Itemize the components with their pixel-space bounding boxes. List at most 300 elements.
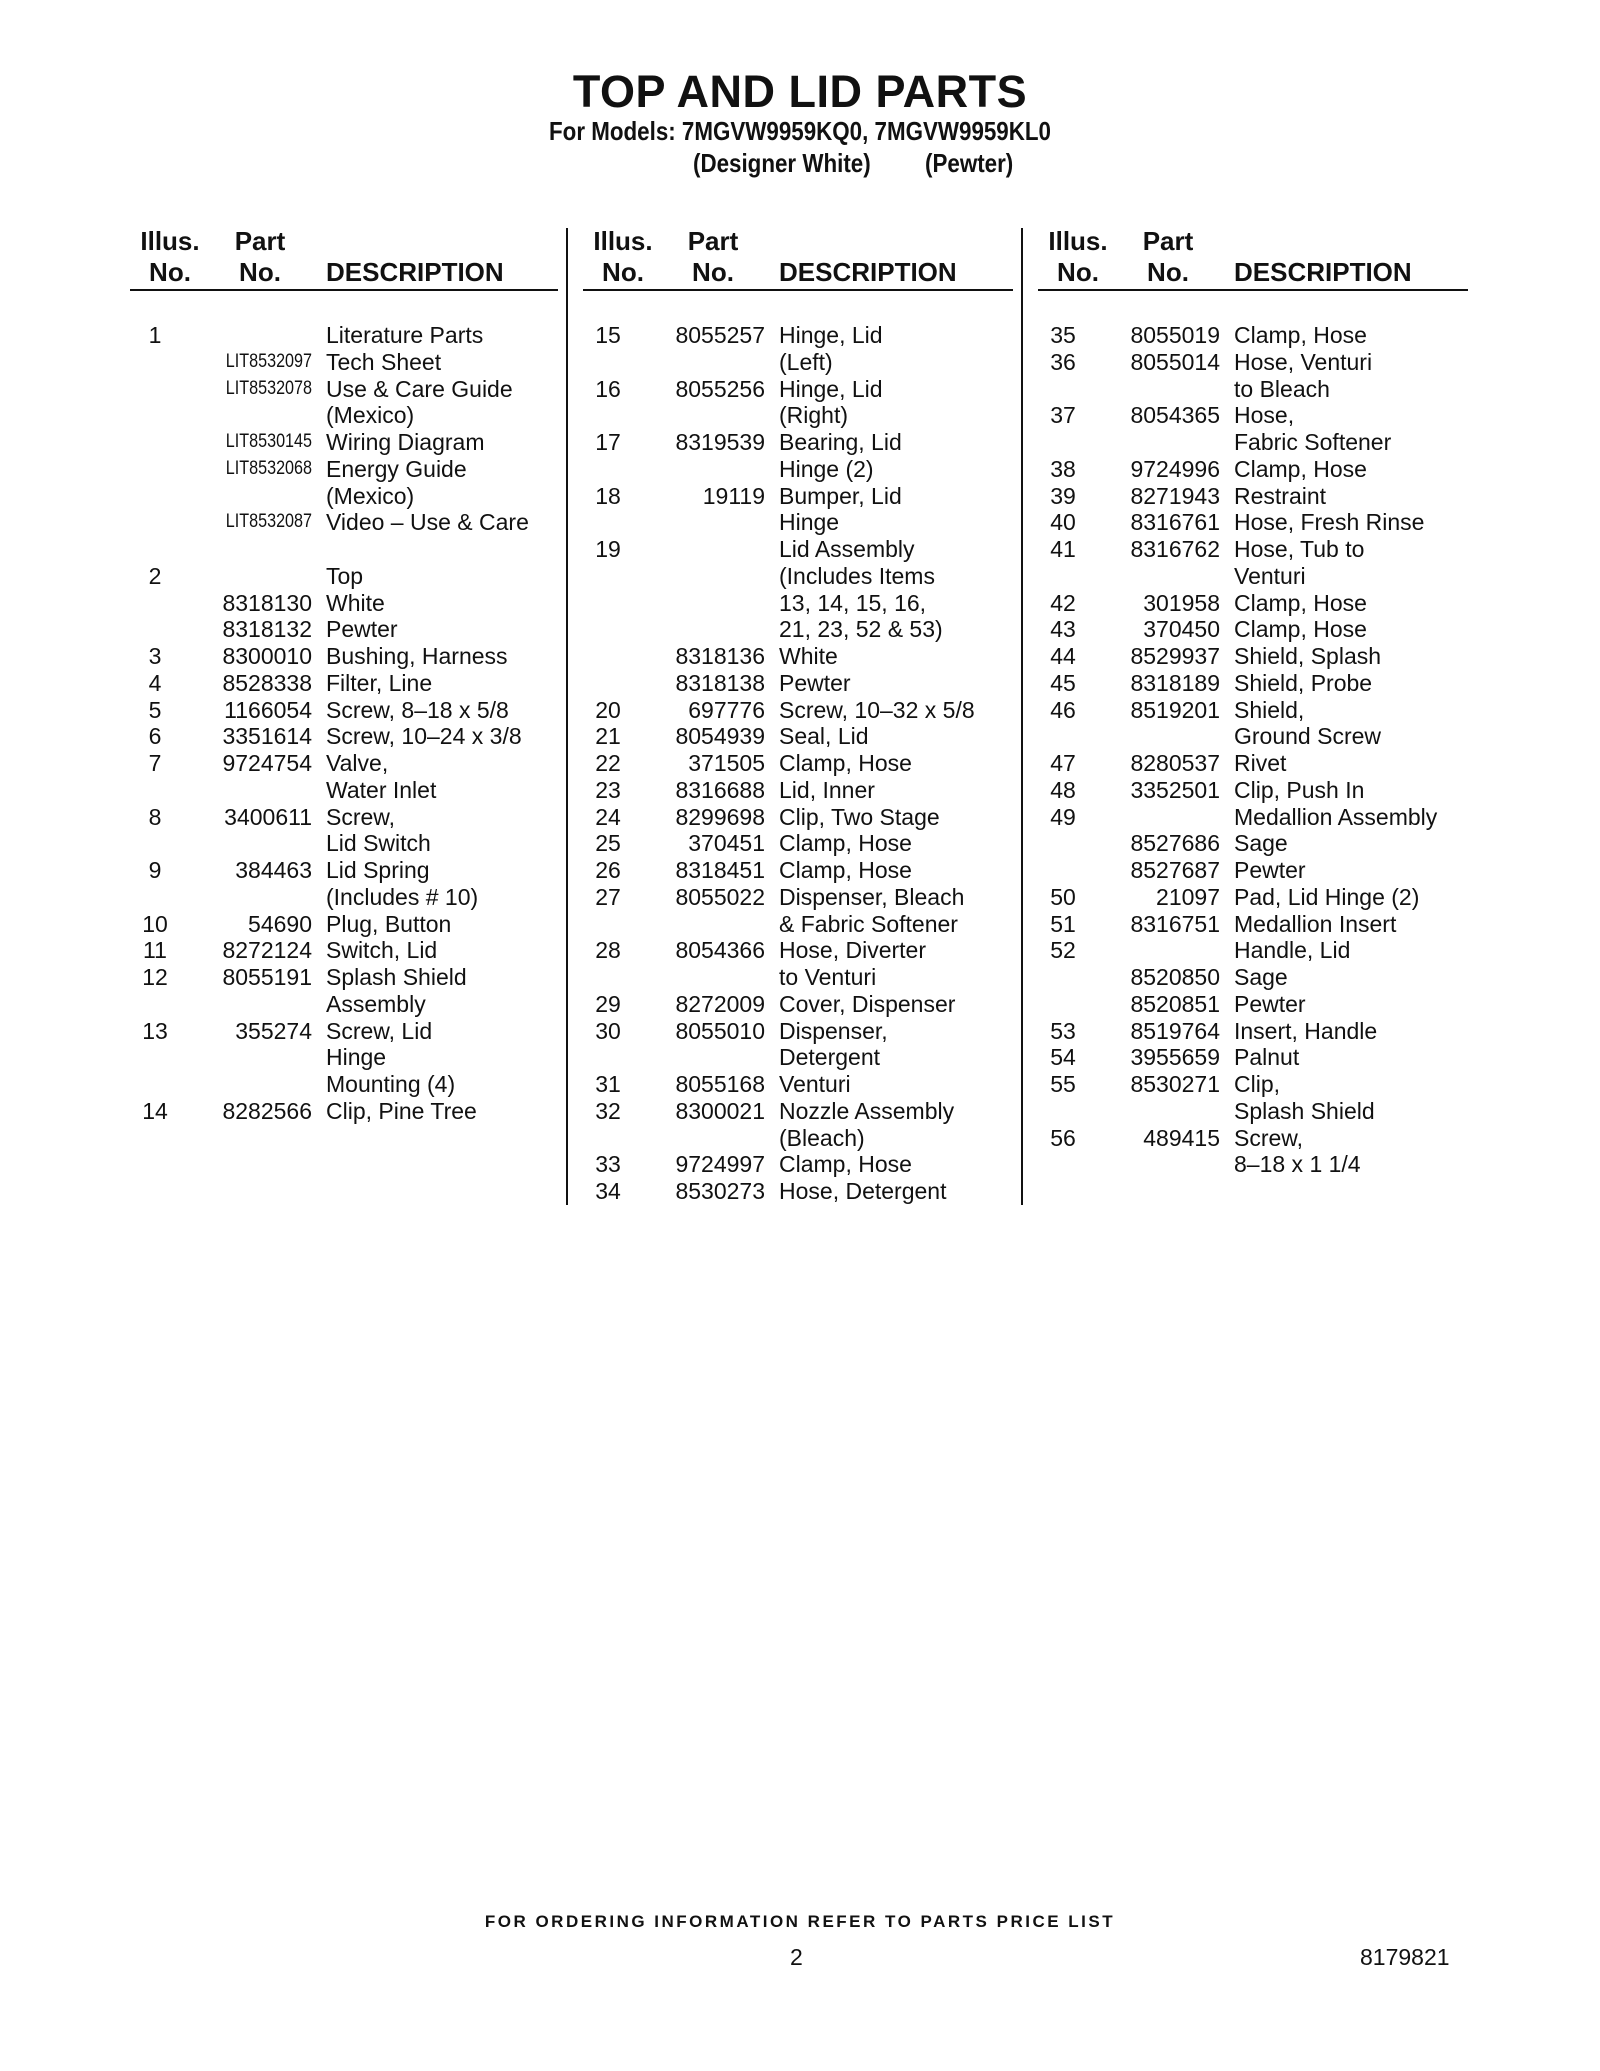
part-number: 8055168 xyxy=(675,1071,765,1097)
part-description: Bumper, Lid xyxy=(779,482,902,509)
part-row xyxy=(130,563,590,590)
part-row xyxy=(1038,964,1498,991)
part-row xyxy=(130,830,590,857)
illus-number: 31 xyxy=(595,1071,621,1097)
illus-number: 12 xyxy=(142,964,168,990)
part-description: & Fabric Softener xyxy=(779,910,958,937)
part-description: Dispenser, Bleach xyxy=(779,883,965,910)
part-description: White xyxy=(779,643,838,669)
part-number: 8527687 xyxy=(1130,857,1220,883)
part-row xyxy=(583,670,1043,697)
illus-number: 33 xyxy=(595,1151,621,1178)
illus-number: 34 xyxy=(595,1178,621,1204)
illus-number: 6 xyxy=(148,723,162,750)
part-row xyxy=(583,349,1043,376)
illus-number: 26 xyxy=(595,857,621,883)
part-row xyxy=(1038,723,1498,750)
part-description: Video – Use & Care xyxy=(326,509,529,536)
part-description: Water Inlet xyxy=(326,776,437,803)
part-description: Literature Parts xyxy=(326,322,484,348)
part-number: 3955659 xyxy=(1130,1044,1220,1071)
part-description: Restraint xyxy=(1234,482,1327,509)
part-row xyxy=(1038,429,1498,456)
illus-number: 22 xyxy=(595,750,621,776)
part-row xyxy=(130,697,590,724)
part-description: Sage xyxy=(1234,964,1288,990)
part-row xyxy=(583,536,1043,563)
illus-number: 44 xyxy=(1050,643,1076,669)
illus-number: 8 xyxy=(148,803,162,830)
part-description: Clamp, Hose xyxy=(1234,616,1367,643)
illus-number: 14 xyxy=(142,1097,168,1124)
part-number: 8299698 xyxy=(675,803,765,830)
part-row xyxy=(130,723,590,750)
illus-number: 1 xyxy=(148,322,162,348)
illus-number: 35 xyxy=(1050,322,1076,348)
header-illus-no: Illus. No. xyxy=(140,226,200,287)
header-rule xyxy=(130,289,558,291)
header-rule xyxy=(1038,289,1468,291)
part-description: Hinge xyxy=(326,1044,387,1071)
part-row xyxy=(1038,590,1498,617)
illus-number: 17 xyxy=(595,429,621,455)
part-number: 301958 xyxy=(1143,589,1220,616)
part-number: 9724754 xyxy=(222,750,312,776)
part-row xyxy=(130,937,590,964)
part-row xyxy=(130,964,590,991)
part-description: Handle, Lid xyxy=(1234,937,1351,964)
part-row xyxy=(583,1044,1043,1071)
part-row xyxy=(130,1071,590,1098)
part-row xyxy=(583,563,1043,590)
part-description: Clamp, Hose xyxy=(779,857,912,883)
header-illus-no: Illus. No. xyxy=(593,226,653,287)
illus-number: 9 xyxy=(148,857,162,883)
part-description: Use & Care Guide xyxy=(326,375,513,402)
part-description: Bushing, Harness xyxy=(326,643,508,669)
part-description: Hinge (2) xyxy=(779,455,874,482)
part-number: 8527686 xyxy=(1130,830,1220,857)
part-description: (Right) xyxy=(779,402,849,429)
part-description: (Includes Items xyxy=(779,562,935,589)
illus-number: 2 xyxy=(148,562,162,589)
part-row xyxy=(1038,777,1498,804)
models-subtitle: For Models: 7MGVW9959KQ0, 7MGVW9959KL0 xyxy=(549,116,1051,146)
illus-number: 51 xyxy=(1050,910,1076,937)
part-description: Hinge xyxy=(779,509,840,536)
part-number: 8318132 xyxy=(222,616,312,643)
part-row xyxy=(130,1018,590,1045)
part-number: 8300021 xyxy=(675,1097,765,1124)
illus-number: 5 xyxy=(148,696,162,723)
illus-number: 42 xyxy=(1050,589,1076,616)
illus-number: 20 xyxy=(595,696,621,723)
part-row xyxy=(583,964,1043,991)
part-row xyxy=(1038,804,1498,831)
part-row xyxy=(1038,830,1498,857)
part-number: LIT8532068 xyxy=(225,457,312,479)
illus-number: 29 xyxy=(595,990,621,1017)
part-description: Hinge, Lid xyxy=(779,322,883,348)
part-description: Cover, Dispenser xyxy=(779,990,956,1017)
part-row xyxy=(583,322,1043,349)
header-illus-no: Illus. No. xyxy=(1048,226,1108,287)
illus-number: 15 xyxy=(595,322,621,348)
part-description: Clip, xyxy=(1234,1071,1281,1097)
part-number: 8529937 xyxy=(1130,643,1220,669)
illus-number: 32 xyxy=(595,1097,621,1124)
part-description: Screw, 10–32 x 5/8 xyxy=(779,696,975,723)
illus-number: 11 xyxy=(143,937,167,964)
part-description: Shield, Probe xyxy=(1234,669,1373,696)
part-number: 371505 xyxy=(688,750,765,776)
part-description: (Includes # 10) xyxy=(326,883,479,910)
part-row xyxy=(1038,1044,1498,1071)
part-number: 8055256 xyxy=(675,375,765,402)
part-description: 8–18 x 1 1/4 xyxy=(1234,1151,1361,1178)
part-row xyxy=(130,322,590,349)
header-part-no: Part No. xyxy=(234,226,286,287)
document-number: 8179821 xyxy=(1360,1944,1450,1970)
part-number: 8530271 xyxy=(1130,1071,1220,1097)
part-row xyxy=(583,830,1043,857)
part-description: Pewter xyxy=(779,669,851,696)
part-description: Dispenser, xyxy=(779,1017,888,1044)
part-number: 8054365 xyxy=(1130,402,1220,429)
part-description: Splash Shield xyxy=(326,964,467,990)
part-description: Pewter xyxy=(1234,990,1306,1017)
part-row xyxy=(130,857,590,884)
parts-list xyxy=(1038,322,1498,1178)
part-row xyxy=(130,429,590,456)
illus-number: 38 xyxy=(1050,455,1076,482)
part-number: LIT8532078 xyxy=(225,377,312,399)
part-row xyxy=(583,777,1043,804)
part-number: 8316688 xyxy=(675,776,765,803)
illus-number: 27 xyxy=(595,883,621,910)
illus-number: 28 xyxy=(595,937,621,964)
part-description: to Venturi xyxy=(779,964,877,990)
illus-number: 25 xyxy=(595,830,621,857)
part-row xyxy=(130,590,590,617)
part-number: LIT8532097 xyxy=(225,350,312,372)
part-number: 3351614 xyxy=(222,723,312,750)
part-row xyxy=(583,857,1043,884)
part-row xyxy=(130,777,590,804)
part-number: 8528338 xyxy=(222,669,312,696)
part-number: 3352501 xyxy=(1130,776,1220,803)
part-row xyxy=(1038,456,1498,483)
part-row xyxy=(130,483,590,510)
part-description: Clamp, Hose xyxy=(779,830,912,857)
part-description: Clamp, Hose xyxy=(779,1151,912,1178)
illus-number: 21 xyxy=(595,723,621,750)
part-row xyxy=(1038,1071,1498,1098)
part-description: Hose, Detergent xyxy=(779,1178,947,1204)
page-title: TOP AND LID PARTS xyxy=(572,66,1028,117)
part-description: Screw, xyxy=(1234,1124,1304,1151)
part-number: 8318136 xyxy=(675,643,765,669)
part-row xyxy=(583,911,1043,938)
part-number: 384463 xyxy=(235,857,312,883)
header-part-no: Part No. xyxy=(1142,226,1194,287)
part-description: Lid Spring xyxy=(326,857,430,883)
part-row xyxy=(130,349,590,376)
part-description: Palnut xyxy=(1234,1044,1300,1071)
part-description: Valve, xyxy=(326,750,389,776)
part-number: 19119 xyxy=(702,482,765,509)
part-number: 8519201 xyxy=(1130,696,1220,723)
part-number: 8055022 xyxy=(675,883,765,910)
header-description: DESCRIPTION xyxy=(326,257,504,287)
part-row xyxy=(1038,376,1498,403)
part-description: Hose, Fresh Rinse xyxy=(1234,509,1425,536)
part-description: Filter, Line xyxy=(326,669,433,696)
part-row xyxy=(130,911,590,938)
part-row xyxy=(1038,670,1498,697)
part-row xyxy=(583,483,1043,510)
part-number: 8055191 xyxy=(222,964,312,990)
illus-number: 36 xyxy=(1050,348,1076,375)
page-number: 2 xyxy=(790,1944,803,1970)
part-row xyxy=(1038,1098,1498,1125)
part-number: LIT8532087 xyxy=(225,511,312,533)
part-description: Venturi xyxy=(1234,562,1306,589)
part-description: Rivet xyxy=(1234,750,1287,776)
part-row xyxy=(130,750,590,777)
part-row xyxy=(1038,536,1498,563)
part-row xyxy=(130,616,590,643)
part-description: 13, 14, 15, 16, xyxy=(779,589,927,616)
part-number: 54690 xyxy=(248,910,312,937)
part-description: Medallion Insert xyxy=(1234,910,1397,937)
part-description: Clip, Pine Tree xyxy=(326,1097,477,1124)
illus-number: 23 xyxy=(595,776,621,803)
part-description: Seal, Lid xyxy=(779,723,869,750)
parts-list xyxy=(583,322,1043,1205)
part-description: Bearing, Lid xyxy=(779,429,902,455)
part-row xyxy=(1038,509,1498,536)
illus-number: 54 xyxy=(1050,1044,1076,1071)
illus-number: 43 xyxy=(1050,616,1076,643)
part-row xyxy=(583,1125,1043,1152)
illus-number: 3 xyxy=(148,643,162,669)
illus-number: 56 xyxy=(1050,1124,1076,1151)
part-description: Clamp, Hose xyxy=(1234,322,1367,348)
ordering-note: FOR ORDERING INFORMATION REFER TO PARTS PRICE LIST xyxy=(484,1912,1116,1931)
part-description: Medallion Assembly xyxy=(1234,803,1438,830)
illus-number: 52 xyxy=(1050,937,1076,964)
illus-number: 4 xyxy=(148,669,162,696)
illus-number: 18 xyxy=(595,482,621,509)
part-description: Venturi xyxy=(779,1071,851,1097)
part-row xyxy=(583,456,1043,483)
part-row xyxy=(1038,884,1498,911)
part-description: (Left) xyxy=(779,348,833,375)
part-description: Sage xyxy=(1234,830,1288,857)
part-number: 8280537 xyxy=(1130,750,1220,776)
part-description: Clip, Push In xyxy=(1234,776,1365,803)
illus-number: 39 xyxy=(1050,482,1076,509)
illus-number: 47 xyxy=(1050,750,1076,776)
illus-number: 13 xyxy=(142,1017,168,1044)
part-number: 8272009 xyxy=(675,990,765,1017)
part-description: Mounting (4) xyxy=(326,1071,456,1097)
variant-designer-white: (Designer White) xyxy=(693,148,871,178)
part-number: 8316761 xyxy=(1130,509,1220,536)
illus-number: 24 xyxy=(595,803,621,830)
part-description: Pad, Lid Hinge (2) xyxy=(1234,883,1420,910)
part-description: Hose, xyxy=(1234,402,1295,429)
part-row xyxy=(583,616,1043,643)
part-row xyxy=(1038,616,1498,643)
part-description: Screw, 10–24 x 3/8 xyxy=(326,723,522,750)
part-description: Top xyxy=(326,562,364,589)
column-divider xyxy=(566,228,568,1205)
part-row xyxy=(1038,1018,1498,1045)
part-number: 1166054 xyxy=(224,696,312,723)
part-description: Shield, xyxy=(1234,696,1305,723)
part-description: Hinge, Lid xyxy=(779,375,883,402)
part-number: 8300010 xyxy=(222,643,312,669)
variant-pewter: (Pewter) xyxy=(925,148,1014,178)
part-description: Screw, xyxy=(326,803,396,830)
part-row xyxy=(1038,911,1498,938)
illus-number: 10 xyxy=(142,910,168,937)
part-description: Switch, Lid xyxy=(326,937,438,964)
part-number: 8318130 xyxy=(222,589,312,616)
part-row xyxy=(130,1098,590,1125)
part-number: 8054366 xyxy=(675,937,765,964)
part-number: 697776 xyxy=(688,696,765,723)
part-row xyxy=(130,643,590,670)
part-row xyxy=(583,376,1043,403)
model-variants xyxy=(693,148,1013,179)
part-description: Insert, Handle xyxy=(1234,1017,1378,1044)
part-number: 8282566 xyxy=(222,1097,312,1124)
part-description: Pewter xyxy=(1234,857,1306,883)
part-description: Wiring Diagram xyxy=(326,429,485,455)
part-number: 8530273 xyxy=(675,1178,765,1204)
part-row xyxy=(130,991,590,1018)
part-description: (Mexico) xyxy=(326,402,415,429)
illus-number: 40 xyxy=(1050,509,1076,536)
part-description: (Mexico) xyxy=(326,482,415,509)
part-row xyxy=(1038,1151,1498,1178)
part-description: (Bleach) xyxy=(779,1124,865,1151)
part-number: 489415 xyxy=(1143,1124,1220,1151)
part-row xyxy=(130,509,590,536)
part-row xyxy=(583,804,1043,831)
illus-number: 45 xyxy=(1050,669,1076,696)
part-row xyxy=(130,670,590,697)
part-row xyxy=(1038,322,1498,349)
part-number: 21097 xyxy=(1156,883,1220,910)
part-row xyxy=(1038,1125,1498,1152)
header-rule xyxy=(583,289,1013,291)
part-row xyxy=(583,1098,1043,1125)
part-description: Screw, Lid xyxy=(326,1017,433,1044)
part-row xyxy=(583,723,1043,750)
part-row xyxy=(583,1018,1043,1045)
part-number: 8054939 xyxy=(675,723,765,750)
part-description: Pewter xyxy=(326,616,398,643)
part-row xyxy=(1038,483,1498,510)
illus-number: 46 xyxy=(1050,696,1076,723)
part-description: Clamp, Hose xyxy=(779,750,912,776)
part-number: 8316751 xyxy=(1130,910,1220,937)
part-row xyxy=(1038,349,1498,376)
part-description: Fabric Softener xyxy=(1234,429,1392,455)
part-row xyxy=(583,937,1043,964)
part-row xyxy=(1038,402,1498,429)
part-description: Clip, Two Stage xyxy=(779,803,940,830)
part-number: 9724997 xyxy=(675,1151,765,1178)
illus-number: 55 xyxy=(1050,1071,1076,1097)
part-description: Plug, Button xyxy=(326,910,452,937)
part-description: Screw, 8–18 x 5/8 xyxy=(326,696,509,723)
part-description: Lid Switch xyxy=(326,830,431,857)
part-row xyxy=(583,1151,1043,1178)
part-number: 8520851 xyxy=(1130,990,1220,1017)
part-row xyxy=(130,536,590,563)
part-description: Clamp, Hose xyxy=(1234,455,1367,482)
part-number: 8316762 xyxy=(1130,536,1220,562)
part-number: 8319539 xyxy=(675,429,765,455)
illus-number: 49 xyxy=(1050,803,1076,830)
part-row xyxy=(130,376,590,403)
illus-number: 19 xyxy=(595,536,621,562)
part-number: 8055010 xyxy=(675,1017,765,1044)
part-number: LIT8530145 xyxy=(225,431,312,452)
part-row xyxy=(1038,857,1498,884)
part-description: Shield, Splash xyxy=(1234,643,1382,669)
part-description: White xyxy=(326,589,385,616)
part-row xyxy=(583,590,1043,617)
part-row xyxy=(583,509,1043,536)
part-row xyxy=(583,991,1043,1018)
part-number: 8318138 xyxy=(675,669,765,696)
part-description: Lid Assembly xyxy=(779,536,915,562)
part-row xyxy=(130,1044,590,1071)
part-description: Hose, Tub to xyxy=(1234,536,1365,562)
part-description: Energy Guide xyxy=(326,455,467,482)
part-row xyxy=(1038,937,1498,964)
part-row xyxy=(583,402,1043,429)
part-row xyxy=(1038,643,1498,670)
illus-number: 48 xyxy=(1050,776,1076,803)
illus-number: 16 xyxy=(595,375,621,402)
header-description: DESCRIPTION xyxy=(779,257,957,287)
part-row xyxy=(130,402,590,429)
part-row xyxy=(583,1071,1043,1098)
part-description: Lid, Inner xyxy=(779,776,875,803)
illus-number: 53 xyxy=(1050,1017,1076,1044)
header-part-no: Part No. xyxy=(687,226,739,287)
part-description: to Bleach xyxy=(1234,375,1330,402)
part-row xyxy=(1038,991,1498,1018)
part-number: 370450 xyxy=(1143,616,1220,643)
part-number: 8055019 xyxy=(1130,322,1220,348)
part-description: Nozzle Assembly xyxy=(779,1097,955,1124)
illus-number: 41 xyxy=(1050,536,1076,562)
part-number: 8271943 xyxy=(1130,482,1220,509)
part-description: Clamp, Hose xyxy=(1234,589,1367,616)
part-row xyxy=(130,804,590,831)
part-description: Hose, Diverter xyxy=(779,937,926,964)
part-number: 8520850 xyxy=(1130,964,1220,990)
illus-number: 30 xyxy=(595,1017,621,1044)
